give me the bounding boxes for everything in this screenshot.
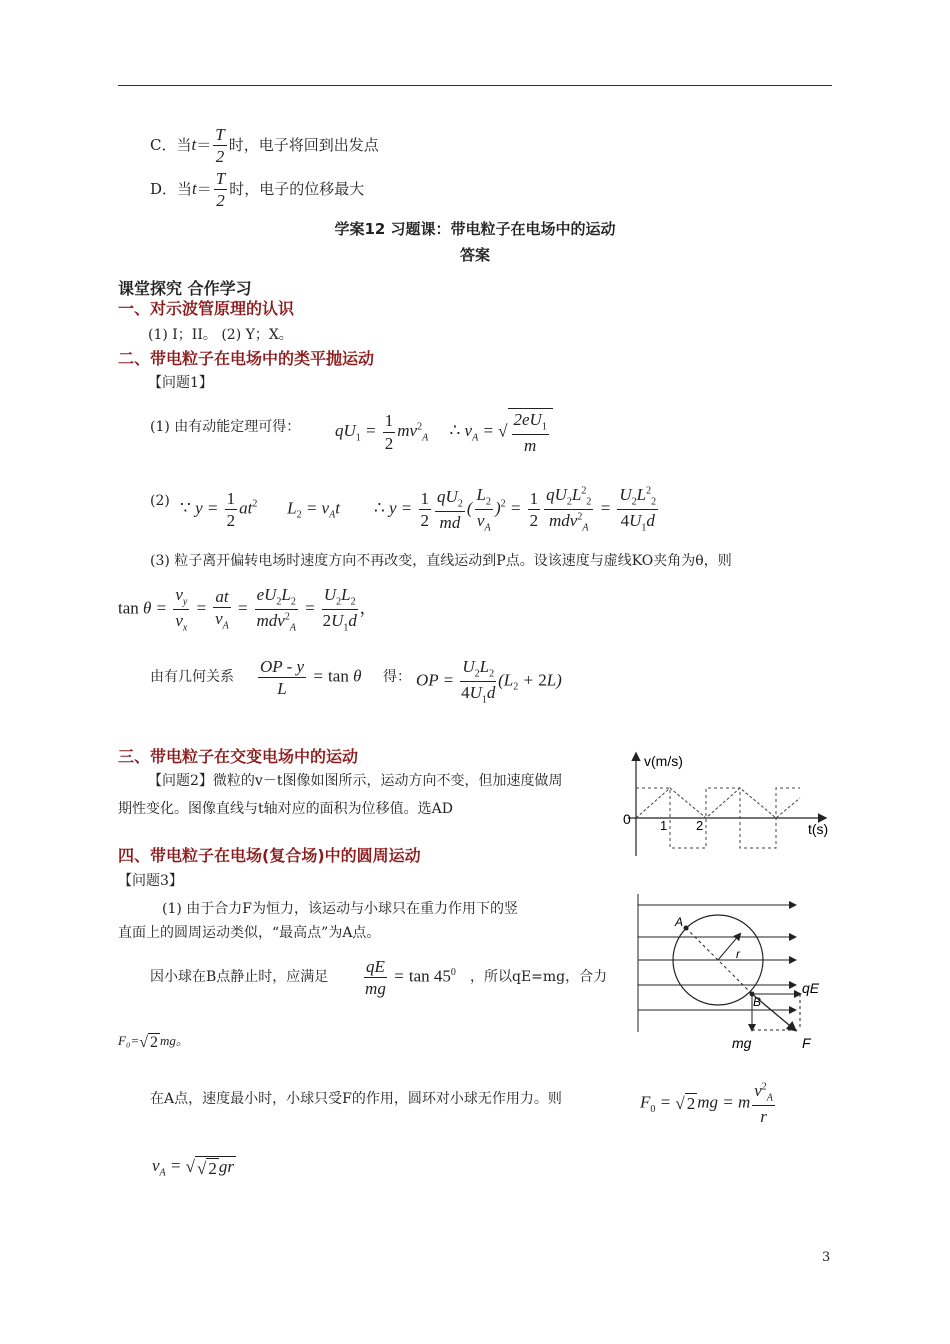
circular-motion-diagram <box>630 890 830 1055</box>
page-title: 学案12 习题课：带电粒子在电场中的运动 <box>334 220 616 238</box>
paragraph-line: ，所以qE=mg，合力 <box>470 969 608 985</box>
step-text: 得： <box>383 669 411 685</box>
equation: $\frac{OP - y}{L}$ = tan θ <box>260 657 362 699</box>
section-heading: 四、带电粒子在电场(复合场)中的圆周运动 <box>118 846 421 865</box>
equation: $F_0$ = √ 2 mg = m $\frac{v^2_A}{r}$ <box>640 1081 773 1126</box>
vt-graph <box>620 748 840 860</box>
answer-text: (1) I；II。 (2) Y；X。 <box>148 327 293 343</box>
problem-label: 【问题3】 <box>118 873 183 889</box>
section-heading: 一、对示波管原理的认识 <box>118 299 295 318</box>
step-label: (1) 由有动能定理可得： <box>150 419 301 435</box>
equation: F₀=√ 2 mg。 <box>118 1033 189 1051</box>
paragraph-line: 【问题2】微粒的v－t图像如图所示，运动方向不变，但加速度做周 <box>148 773 563 789</box>
equation: OP = $\frac{U_2L_2}{4U_1d}$ $(L_2 + 2L)$ <box>416 657 562 706</box>
section-heading: 三、带电粒子在交变电场中的运动 <box>118 747 359 766</box>
page-subtitle: 答案 <box>459 246 490 264</box>
label-qe: qE <box>802 980 820 996</box>
equation: ∵ y = $\frac{1}{2}$ $at^2$ $L_2 = v_At$ ∴ y = $\frac{1}{2}$ $\frac{qU_2}{md}$ ( $\frac{L_2}{v_A}$ )$^2$ = $\frac{1}{2}$ $\frac{qU_2L^2_2}{mdv^2_A}$ = $\frac{U_2L^2_2}{4U_1d}$ <box>180 485 657 534</box>
y-axis-label: v(m/s) <box>644 753 683 769</box>
label-mg: mg <box>732 1035 752 1051</box>
paragraph-line: 直面上的圆周运动类似，“最高点”为A点。 <box>118 925 381 941</box>
origin-label: 0 <box>623 811 631 827</box>
equation: $qU_1$ = $\frac{1}{2}$ $mv^2_A$ ∴ $v_A$ = √ $\frac{2eU_1}{m}$ <box>335 408 553 456</box>
diameter-line <box>686 928 752 994</box>
step-text: (3) 粒子离开偏转电场时速度方向不再改变，直线运动到P点。设该速度与虚线KO夹角为θ，则 <box>150 553 732 569</box>
tick-label-2: 2 <box>696 818 704 833</box>
label-b: B <box>753 995 762 1009</box>
option-d: D．当t＝ $\frac{T}{2}$ 时，电子的位移最大 <box>150 169 365 211</box>
label-a: A <box>675 915 684 929</box>
page-number: 3 <box>822 1250 831 1265</box>
x-axis-label: t(s) <box>808 821 829 837</box>
equation: $\frac{qE}{mg}$ = $\tan 45^0$ <box>365 957 456 999</box>
section-heading: 二、带电粒子在电场中的类平抛运动 <box>118 349 375 368</box>
velocity-line <box>636 788 800 818</box>
paragraph-line: 因小球在B点静止时，应满足 <box>150 969 329 985</box>
option-c: C．当t＝ $\frac{T}{2}$ 时，电子将回到出发点 <box>150 125 379 167</box>
step-text: 由有几何关系 <box>150 669 234 685</box>
section-heading: 课堂探究 合作学习 <box>118 279 252 298</box>
problem-label: 【问题1】 <box>148 375 213 391</box>
paragraph-line: 在A点，速度最小时，小球只受F的作用，圆环对小球无作用力。则 <box>150 1091 562 1107</box>
label-r: r <box>736 947 740 961</box>
step-label: (2) <box>150 493 170 509</box>
equation: $v_A$ = √ √ 2 gr <box>152 1156 234 1179</box>
equation: tan θ = $\frac{v_y}{v_x}$ = $\frac{at}{v_A}$ = $\frac{eU_2L_2}{mdv^2_A}$ = $\frac{U_2L_2}{2U_1d}$ ， <box>118 585 377 634</box>
paragraph-line: (1) 由于合力F为恒力，该运动与小球只在重力作用下的竖 <box>162 901 518 917</box>
point-a <box>684 926 689 931</box>
header-rule <box>118 85 832 86</box>
paragraph-line: 期性变化。图像直线与t轴对应的面积为位移值。选AD <box>118 801 453 817</box>
tick-label-1: 1 <box>660 818 668 833</box>
label-f: F <box>802 1035 811 1051</box>
